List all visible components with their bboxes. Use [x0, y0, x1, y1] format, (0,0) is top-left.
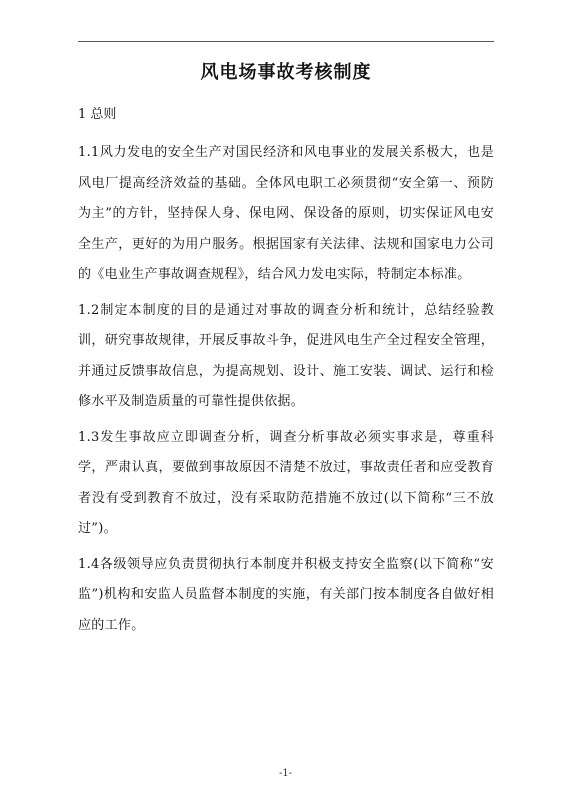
header-rule [78, 41, 494, 42]
paragraph-1-1: 1.1风力发电的安全生产对国民经济和风电事业的发展关系极大，也是风电厂提高经济效益的基础。全体风电职工必须贯彻“安全第一、预防为主”的方针，坚持保人身、保电网、保设备的原则，切实保证风电安全生产，更好的为用户服务。根据国家有关法律、法规和国家电力公司的《电业生产事故调查规程》，结合风力发电实际，特制定本标准。 [78, 145, 494, 282]
paragraph-1-3: 1.3发生事故应立即调查分析，调查分析事故必须实事求是，尊重科学，严肃认真，要做到事故原因不清楚不放过，事故责任者和应受教育者没有受到教育不放过，没有采取防范措施不放过(以下简称“三不放过”)。 [78, 429, 494, 536]
paragraph-1-2: 1.2制定本制度的目的是通过对事故的调查分析和统计，总结经验教训，研究事故规律，开展反事故斗争，促进风电生产全过程安全管理，并通过反馈事故信息，为提高规划、设计、施工安装、调试、运行和检修水平及制造质量的可靠性提供依据。 [78, 302, 494, 409]
page-number: -1- [278, 768, 293, 779]
section-heading: 1 总则 [78, 107, 117, 122]
paragraph-1-4: 1.4各级领导应负责贯彻执行本制度并积极支持安全监察(以下简称“安监”)机构和安监人员监督本制度的实施，有关部门按本制度各自做好相应的工作。 [78, 556, 494, 633]
document-title: 风电场事故考核制度 [200, 62, 372, 83]
document-body [78, 100, 494, 646]
